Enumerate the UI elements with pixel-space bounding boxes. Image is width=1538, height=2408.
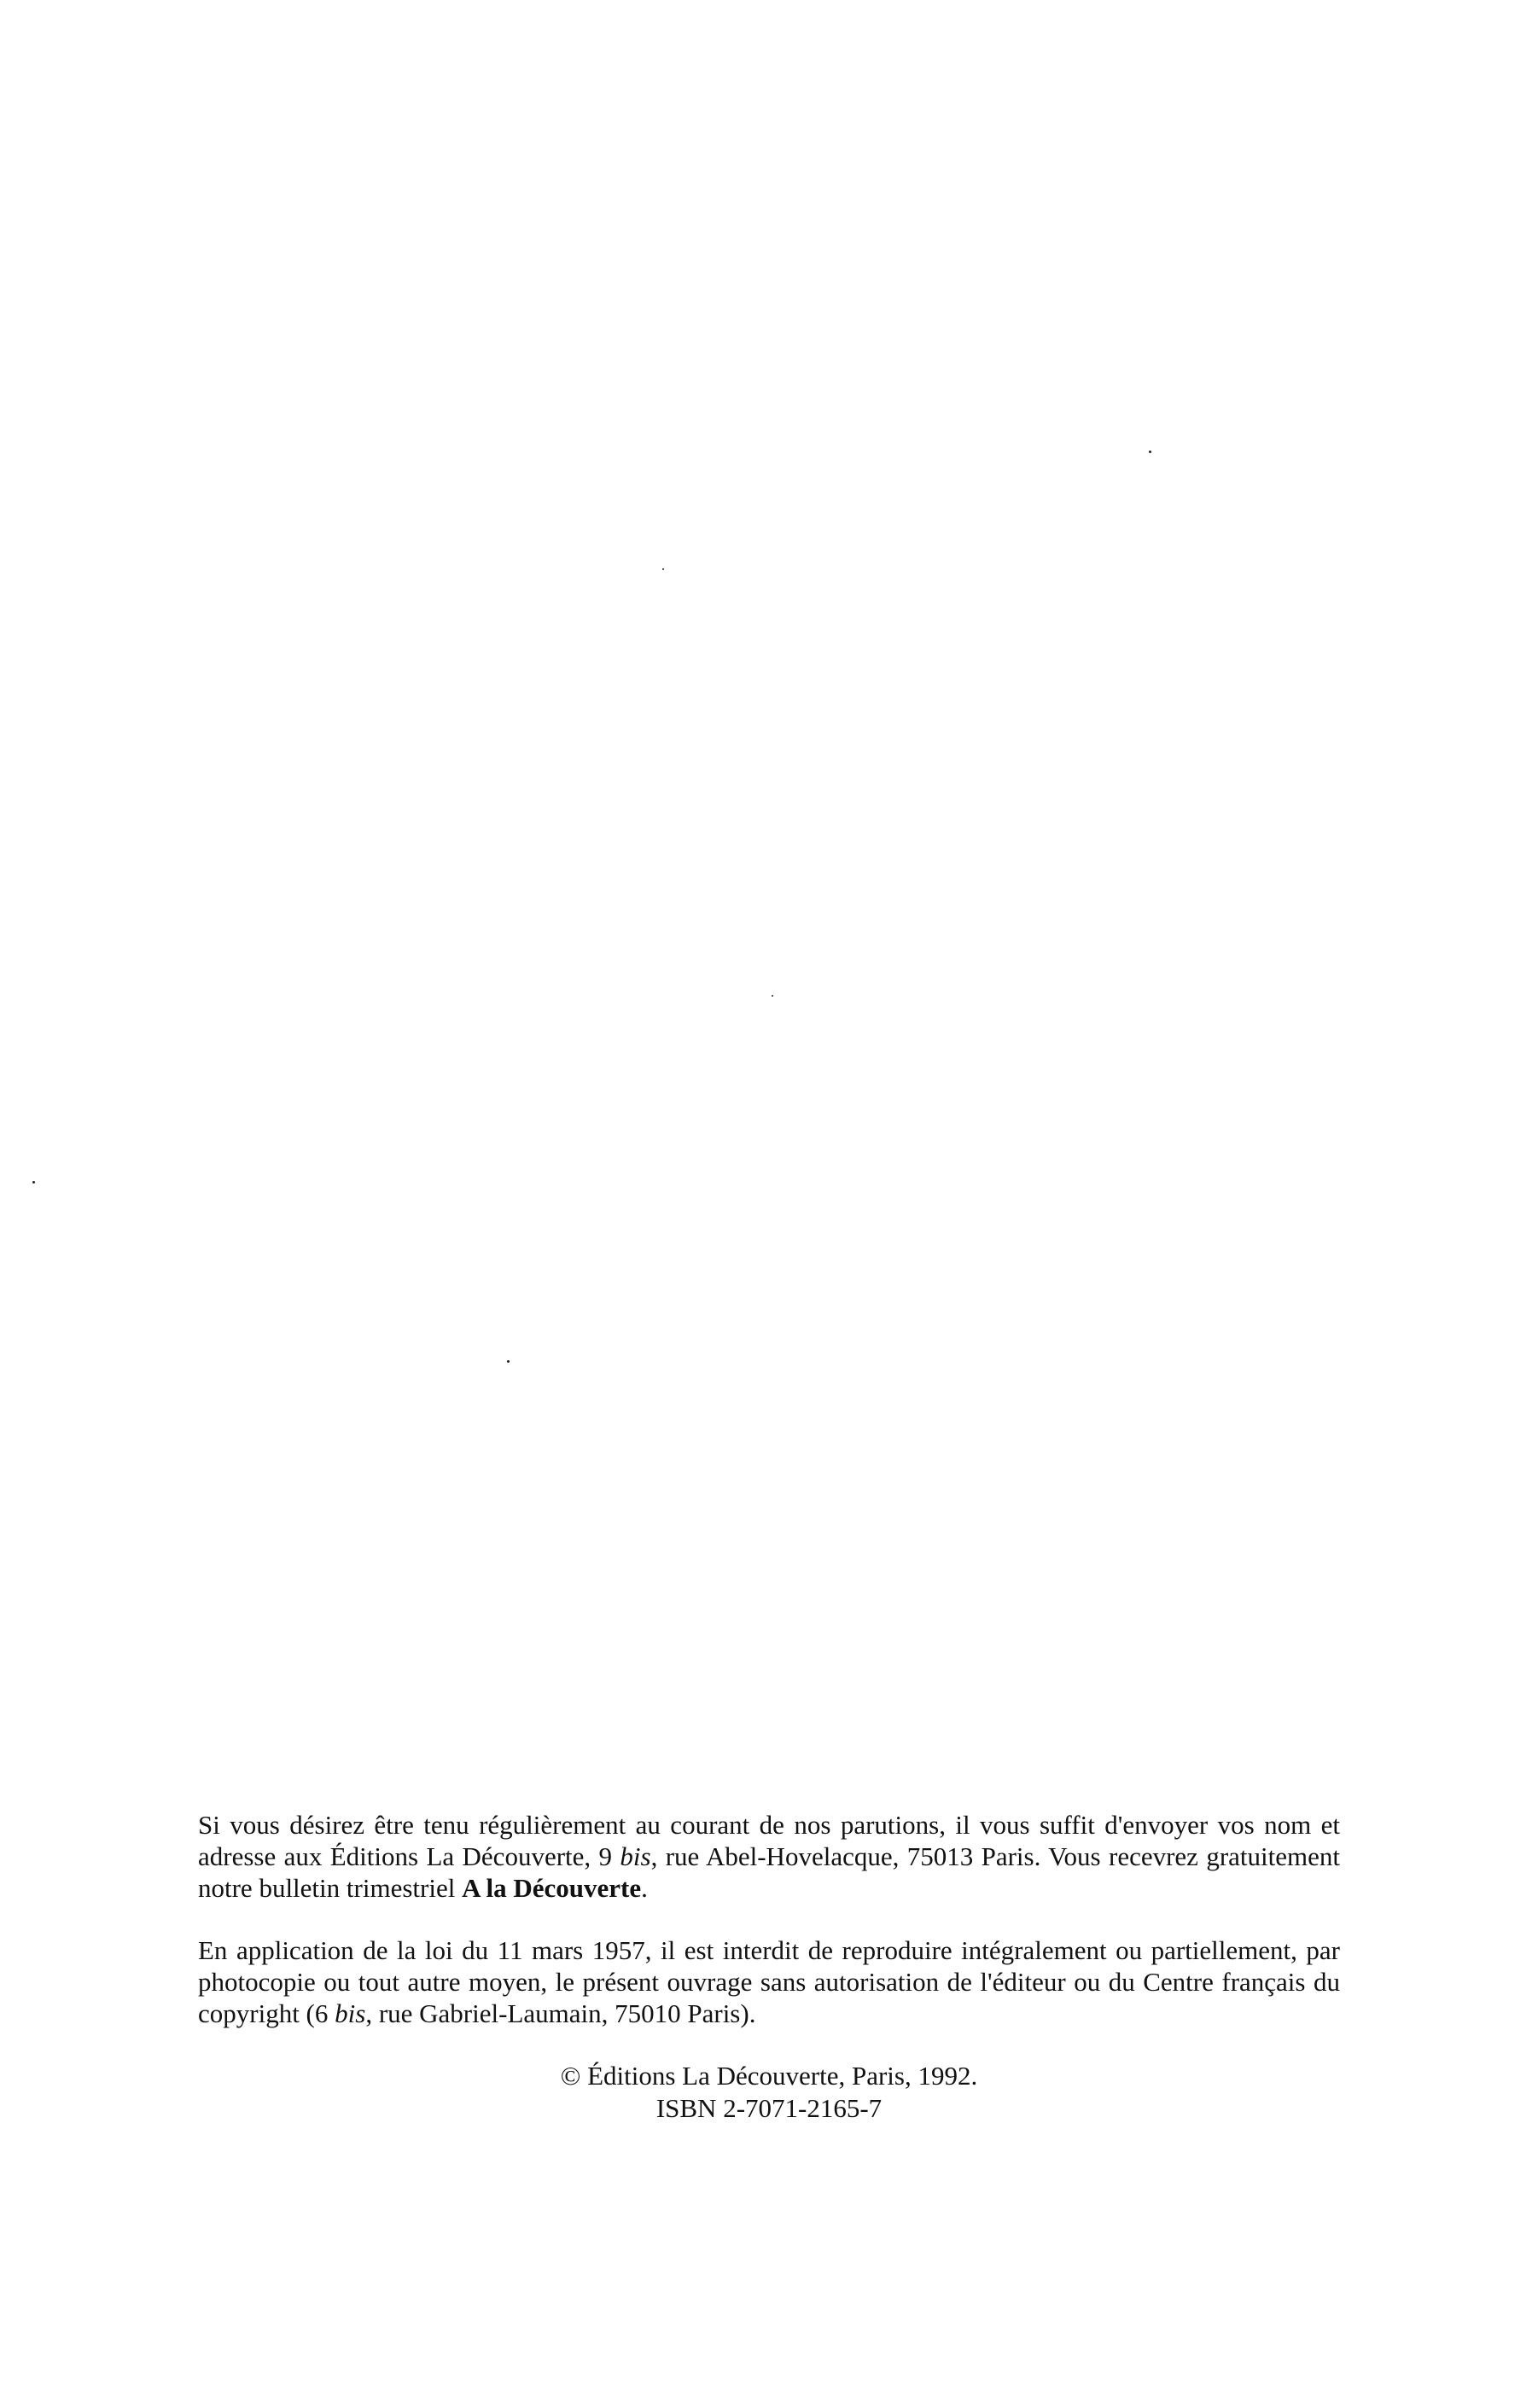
- scan-speck: [32, 1181, 35, 1184]
- scan-speck: [662, 568, 664, 570]
- subscription-notice-text-1: Si vous désirez être tenu régulièrement au courant de nos parutions, il vous suffit d'envoyer vos nom et adresse aux Éditions La Découverte, 9: [198, 1810, 1340, 1871]
- copyright-line: © Éditions La Découverte, Paris, 1992.: [560, 2061, 978, 2091]
- subscription-notice: [198, 1809, 1340, 1904]
- bis-italic: bis: [620, 1841, 651, 1871]
- copyright-law-notice: [198, 1934, 1340, 2029]
- scan-speck: [772, 995, 773, 997]
- copyright-law-text-1: En application de la loi du 11 mars 1957, il est interdit de reproduire intégralement ou partiellement, par photocopie ou tout autre moyen, le présent ouvrage sans autorisation de l'éditeur ou du Centre français du copyright (6: [198, 1935, 1340, 2028]
- bulletin-title: A la Découverte: [462, 1873, 642, 1903]
- copyright-law-text-2: , rue Gabriel-Laumain, 75010 Paris).: [365, 1998, 756, 2028]
- scan-speck: [1149, 451, 1151, 453]
- isbn-line: ISBN 2-7071-2165-7: [655, 2093, 883, 2123]
- subscription-notice-text-2: , rue Abel-Hovelacque, 75013 Paris. Vous recevrez gratuitement notre bulletin trimestriel: [198, 1841, 1340, 1903]
- bis-italic: bis: [335, 1998, 366, 2028]
- scan-speck: [507, 1360, 510, 1363]
- notice-block: [198, 1809, 1340, 2125]
- subscription-notice-end: .: [641, 1873, 648, 1903]
